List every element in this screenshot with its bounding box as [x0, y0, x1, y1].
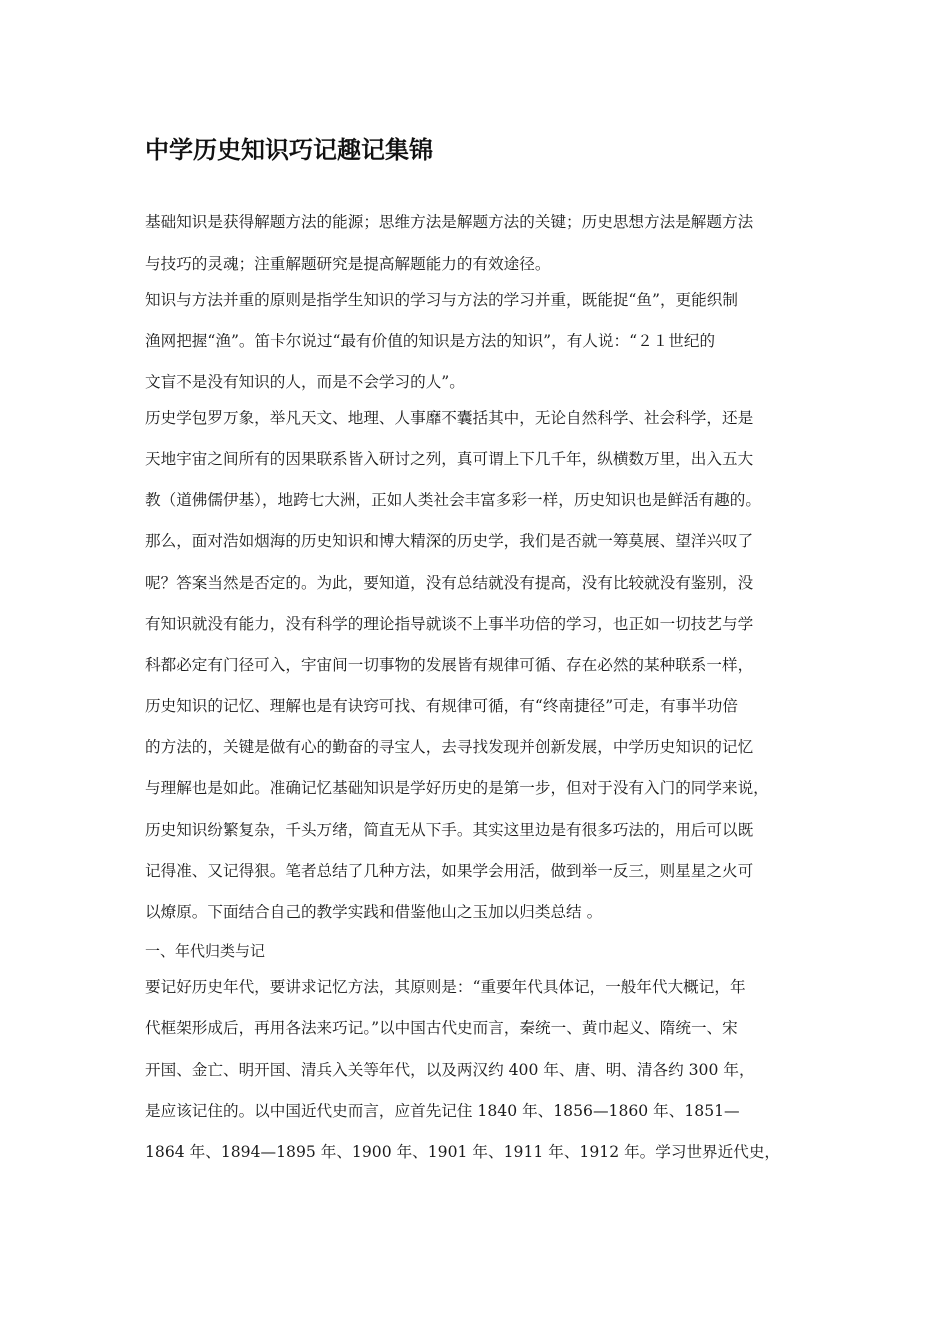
paragraph-line: 与技巧的灵魂；注重解题研究是提高解题能力的有效途径。	[145, 255, 551, 273]
paragraph-line: 与理解也是如此。准确记忆基础知识是学好历史的是第一步，但对于没有入门的同学来说，	[145, 779, 769, 797]
paragraph-line: 历史学包罗万象，举凡天文、地理、人事靡不囊括其中，无论自然科学、社会科学，还是	[145, 409, 754, 427]
paragraph-line: 科都必定有门径可入，宇宙间一切事物的发展皆有规律可循、存在必然的某种联系一样，	[145, 656, 754, 674]
paragraph-line: 的方法的，关键是做有心的勤奋的寻宝人，去寻找发现并创新发展，中学历史知识的记忆	[145, 738, 754, 756]
paragraph-line: 渔网把握“渔”。笛卡尔说过“最有价值的知识是方法的知识”，有人说：“２１世纪的	[145, 332, 716, 350]
paragraph-line: 有知识就没有能力，没有科学的理论指导就谈不上事半功倍的学习，也正如一切技艺与学	[145, 615, 754, 633]
document-title: 中学历史知识巧记趣记集锦	[145, 136, 433, 164]
paragraph-line: 记得准、又记得狠。笔者总结了几种方法，如果学会用活，做到举一反三，则星星之火可	[145, 862, 754, 880]
paragraph-line: 那么，面对浩如烟海的历史知识和博大精深的历史学，我们是否就一筹莫展、望洋兴叹了	[145, 532, 754, 550]
paragraph-line: 开国、金亡、明开国、清兵入关等年代，以及两汉约 400 年、唐、明、清各约 300 年，	[145, 1061, 755, 1079]
paragraph-line: 天地宇宙之间所有的因果联系皆入研讨之列，真可谓上下几千年，纵横数万里，出入五大	[145, 450, 754, 468]
paragraph-line: 历史知识纷繁复杂，千头万绪，简直无从下手。其实这里边是有很多巧法的，用后可以既	[145, 821, 754, 839]
paragraph-line: 是应该记住的。以中国近代史而言，应首先记住 1840 年、1856—1860 年、1851—	[145, 1102, 740, 1120]
paragraph-line: 知识与方法并重的原则是指学生知识的学习与方法的学习并重，既能捉“鱼”，更能织制	[145, 291, 738, 309]
paragraph-line: 历史知识的记忆、理解也是有诀窍可找、有规律可循，有“终南捷径”可走，有事半功倍	[145, 697, 738, 715]
paragraph-line: 基础知识是获得解题方法的能源；思维方法是解题方法的关键；历史思想方法是解题方法	[145, 213, 754, 231]
paragraph-line: 要记好历史年代，要讲求记忆方法，其原则是：“重要年代具体记，一般年代大概记，年	[145, 978, 746, 996]
paragraph-line: 呢？答案当然是否定的。为此，要知道，没有总结就没有提高，没有比较就没有鉴别，没	[145, 574, 754, 592]
paragraph-line: 文盲不是没有知识的人，而是不会学习的人”。	[145, 373, 465, 391]
section-heading: 一、年代归类与记	[145, 942, 266, 960]
paragraph-line: 以燎原。下面结合自己的教学实践和借鉴他山之玉加以归类总结 。	[145, 903, 603, 921]
paragraph-line: 1864 年、1894—1895 年、1900 年、1901 年、1911 年、1912 年。学习世界近代史，	[145, 1143, 781, 1161]
paragraph-line: 教（道佛儒伊基），地跨七大洲，正如人类社会丰富多彩一样，历史知识也是鲜活有趣的。	[145, 491, 761, 509]
paragraph-line: 代框架形成后，再用各法来巧记。”以中国古代史而言，秦统一、黄巾起义、隋统一、宋	[145, 1019, 738, 1037]
